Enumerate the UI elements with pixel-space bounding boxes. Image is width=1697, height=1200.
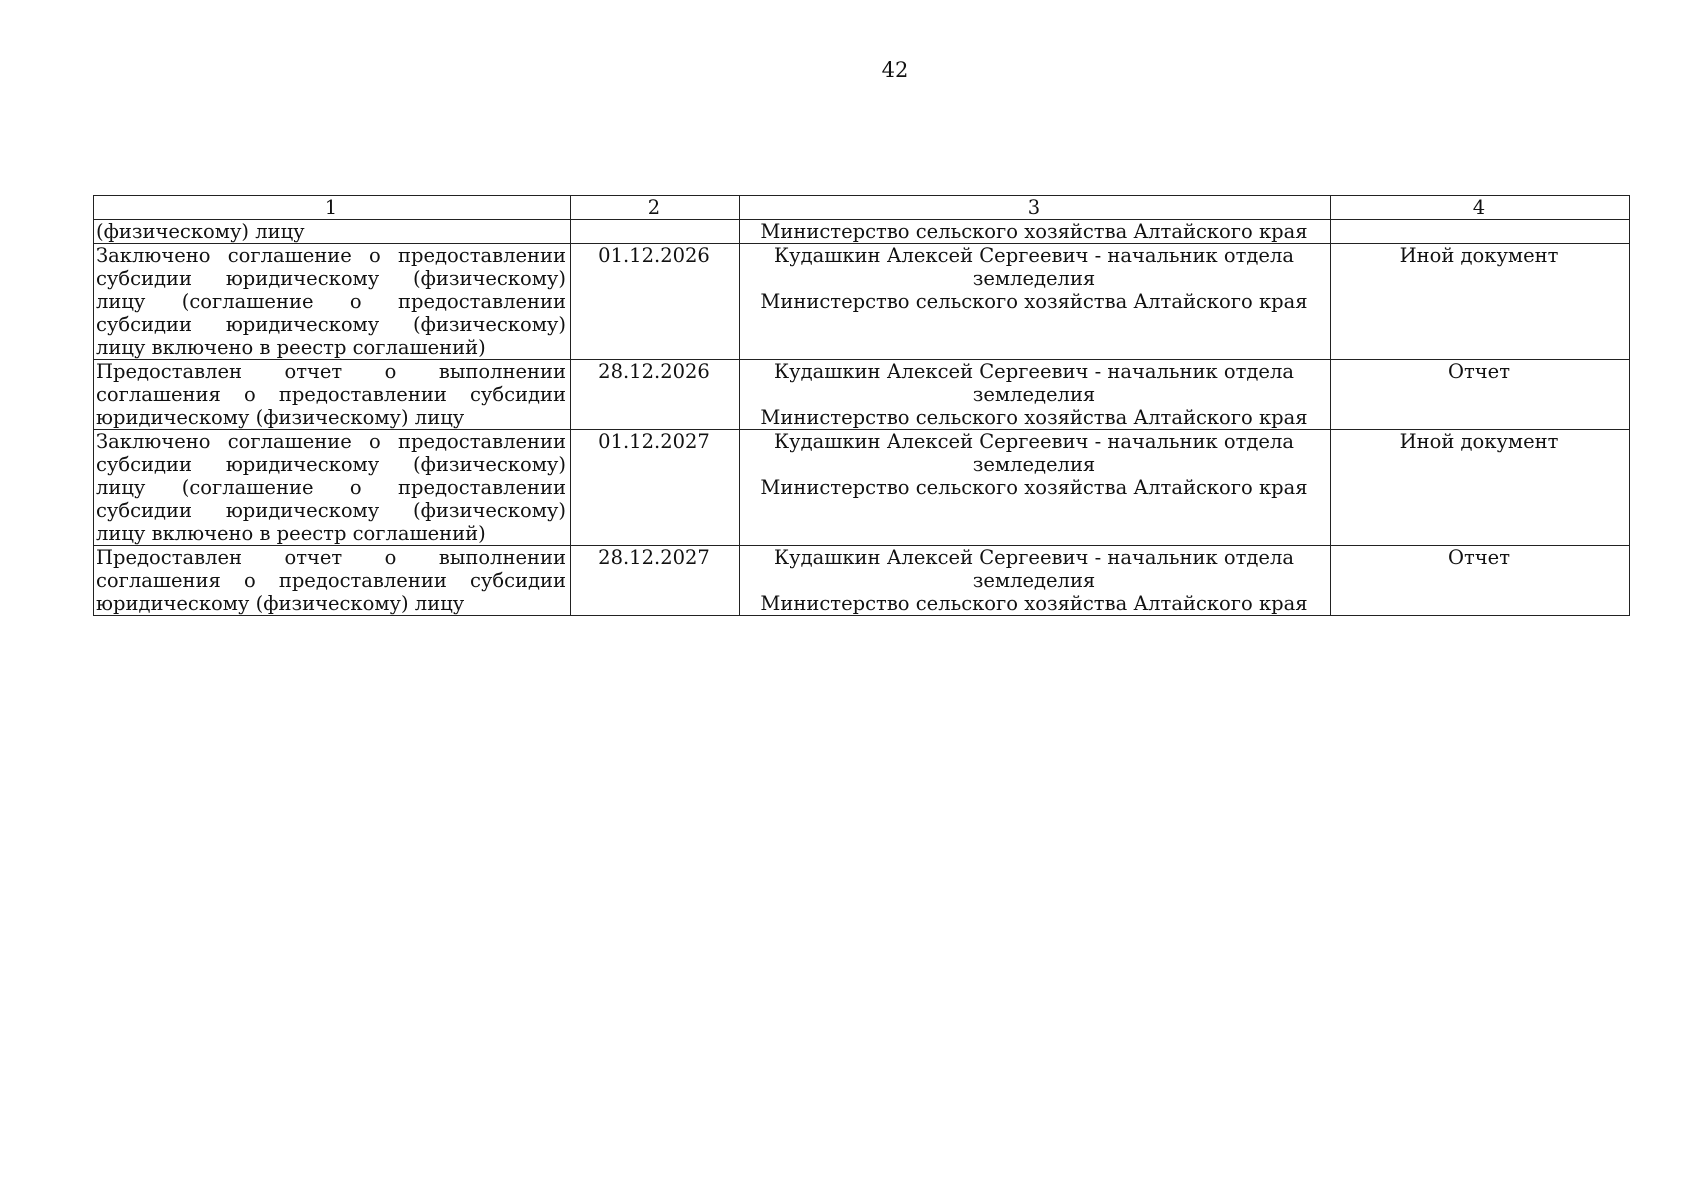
date-cell: [571, 220, 740, 244]
column-number-4: 4: [1331, 196, 1630, 220]
responsible-line: Министерство сельского хозяйства Алтайского края: [760, 290, 1308, 313]
table-row: [94, 220, 1630, 244]
document-type-cell: [1331, 220, 1630, 244]
event-cell: Заключено соглашение о предоставлении субсидии юридическому (физическому) лицу (соглашение о предоставлении субсидии юридическому (физическому) лицу включено в реестр соглашений): [94, 244, 571, 360]
document-type-cell: Отчет: [1331, 546, 1630, 616]
responsible-cell: [740, 360, 1331, 430]
page-number: 42: [881, 58, 909, 82]
responsible-line: Министерство сельского хозяйства Алтайского края: [760, 592, 1308, 615]
responsible-line: Кудашкин Алексей Сергеевич - начальник отдела: [774, 546, 1294, 569]
responsible-line: земледелия: [972, 453, 1096, 476]
table-row: [94, 360, 1630, 430]
responsible-line: Кудашкин Алексей Сергеевич - начальник отдела: [774, 360, 1294, 383]
date-cell: 28.12.2027: [571, 546, 740, 616]
event-cell: Предоставлен отчет о выполнении соглашения о предоставлении субсидии юридическому (физическому) лицу: [94, 546, 571, 616]
responsible-cell: [740, 430, 1331, 546]
responsible-line: Кудашкин Алексей Сергеевич - начальник отдела: [774, 244, 1294, 267]
table-row: [94, 430, 1630, 546]
event-cell: (физическому) лицу: [94, 220, 571, 244]
responsible-line: Кудашкин Алексей Сергеевич - начальник отдела: [774, 430, 1294, 453]
table-row: [94, 546, 1630, 616]
responsible-cell: [740, 546, 1331, 616]
plan-table: [93, 195, 1630, 616]
responsible-line: Министерство сельского хозяйства Алтайского края: [760, 220, 1308, 243]
column-number-1: 1: [94, 196, 571, 220]
responsible-line: земледелия: [972, 569, 1096, 592]
document-type-cell: Иной документ: [1331, 244, 1630, 360]
date-cell: 28.12.2026: [571, 360, 740, 430]
responsible-line: земледелия: [972, 267, 1096, 290]
responsible-line: Министерство сельского хозяйства Алтайского края: [760, 476, 1308, 499]
event-cell: Предоставлен отчет о выполнении соглашения о предоставлении субсидии юридическому (физическому) лицу: [94, 360, 571, 430]
document-type-cell: Иной документ: [1331, 430, 1630, 546]
table-row: [94, 244, 1630, 360]
date-cell: 01.12.2026: [571, 244, 740, 360]
header-row: [94, 196, 1630, 220]
column-number-2: 2: [571, 196, 740, 220]
date-cell: 01.12.2027: [571, 430, 740, 546]
document-type-cell: Отчет: [1331, 360, 1630, 430]
responsible-cell: [740, 244, 1331, 360]
responsible-cell: [740, 220, 1331, 244]
event-cell: Заключено соглашение о предоставлении субсидии юридическому (физическому) лицу (соглашение о предоставлении субсидии юридическому (физическому) лицу включено в реестр соглашений): [94, 430, 571, 546]
responsible-line: земледелия: [972, 383, 1096, 406]
column-number-3: 3: [740, 196, 1331, 220]
responsible-line: Министерство сельского хозяйства Алтайского края: [760, 406, 1308, 429]
